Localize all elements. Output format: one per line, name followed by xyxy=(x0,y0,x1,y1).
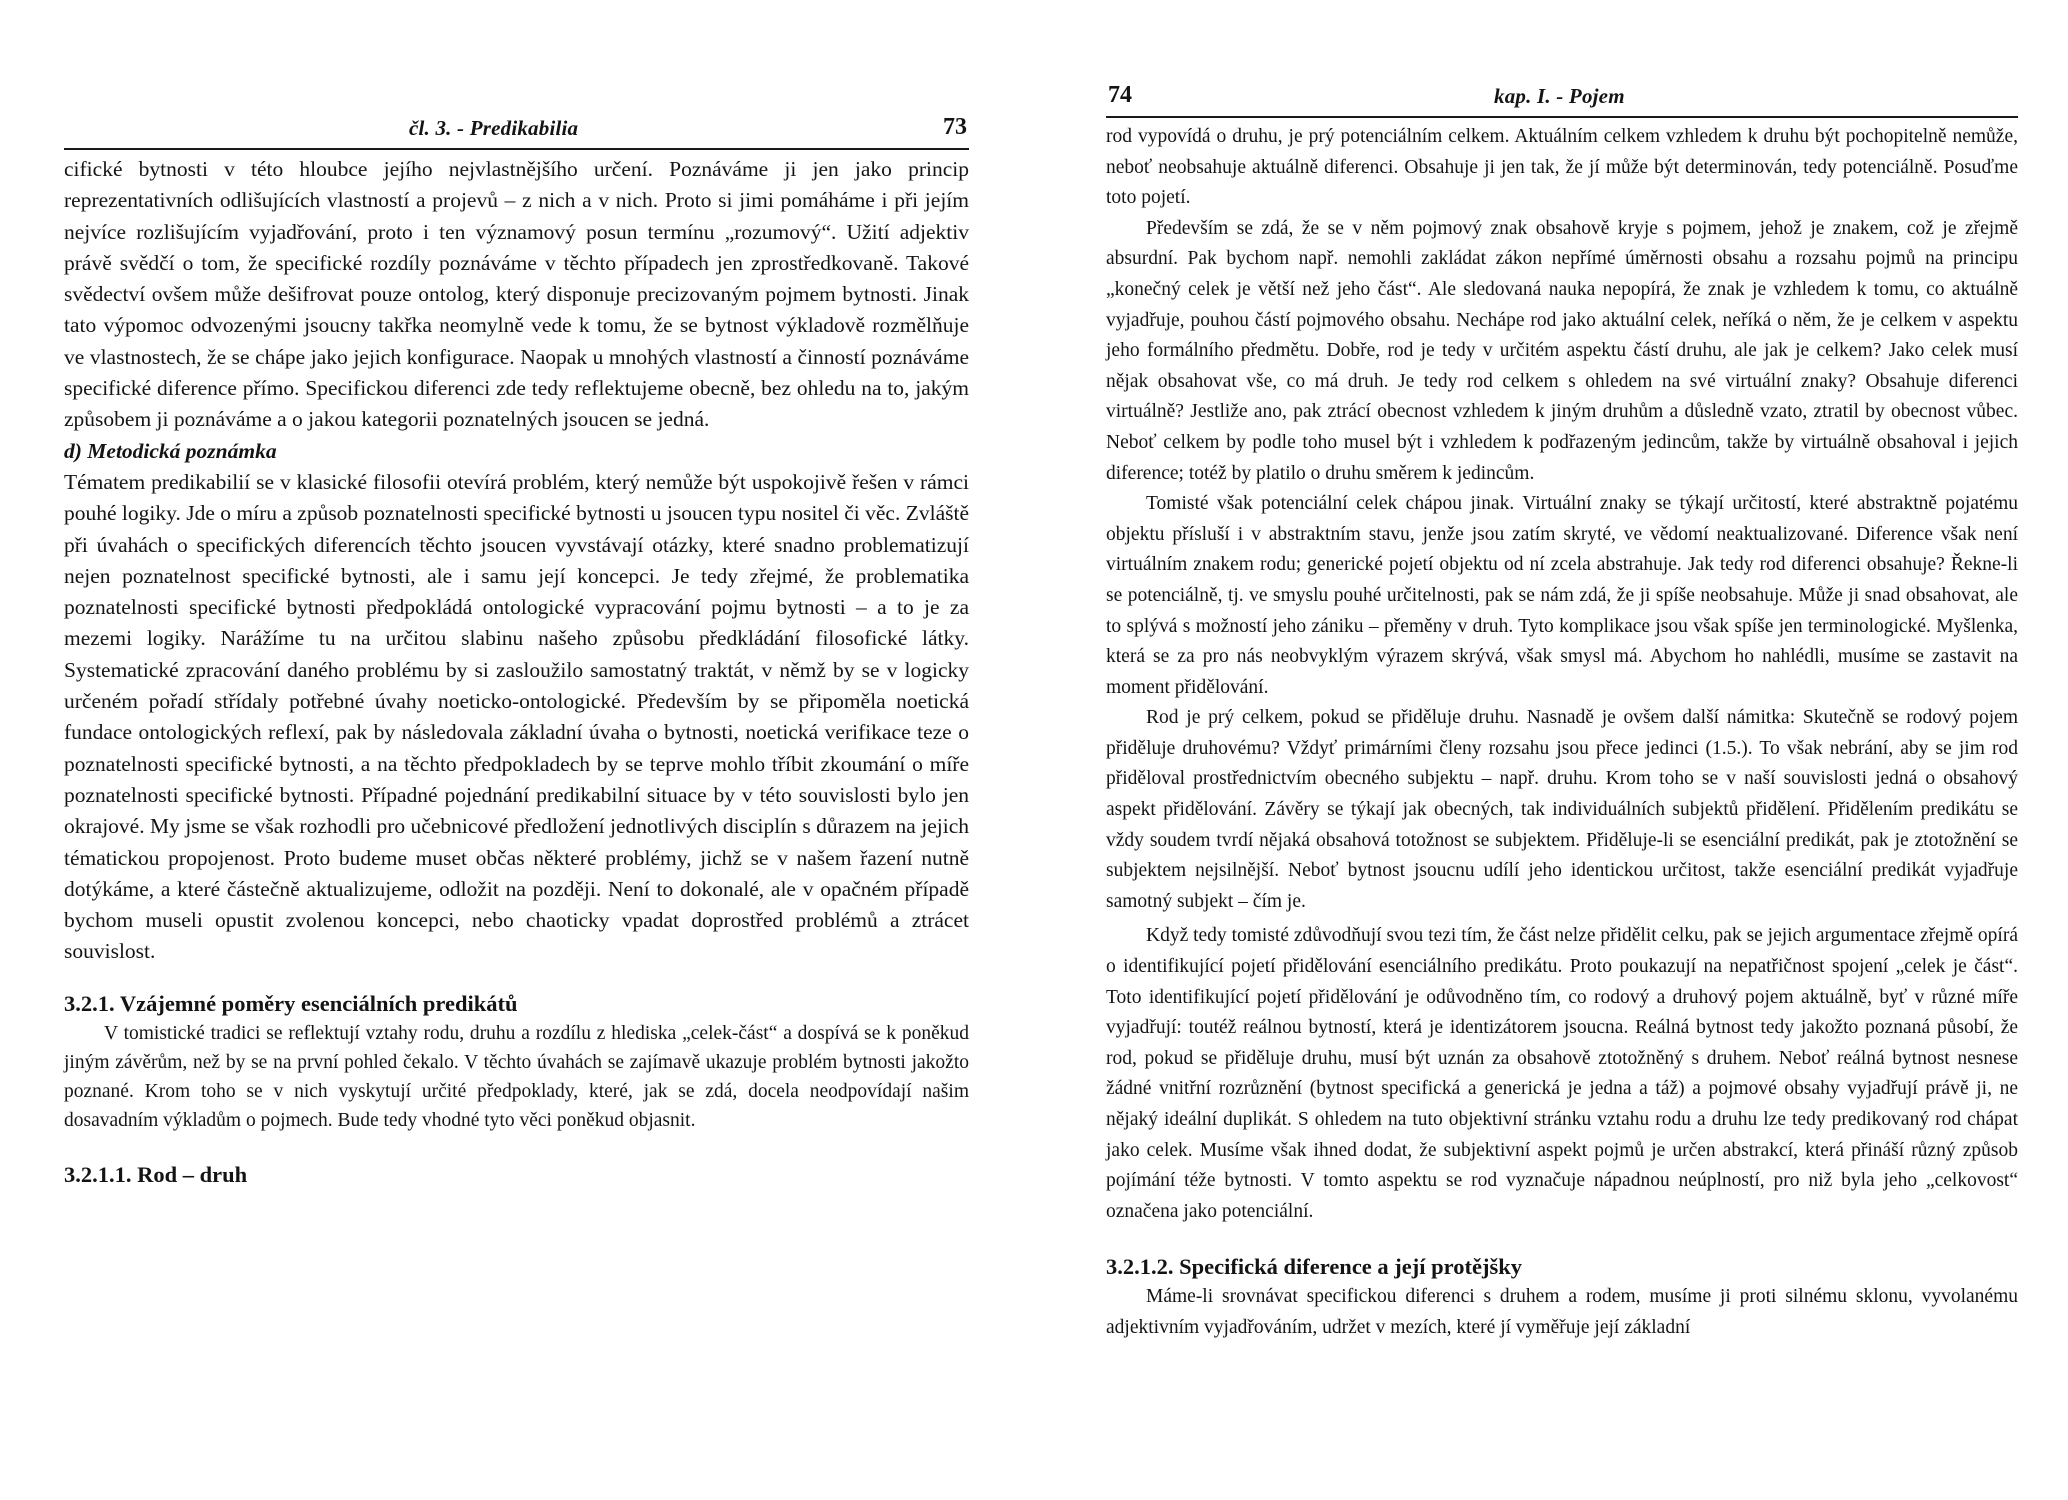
running-head-title: čl. 3. - Predikabilia xyxy=(409,116,579,140)
right-page-body xyxy=(1106,122,2018,1344)
paragraph: Rod je prý celkem, pokud se přiděluje druhu. Nasnadě je ovšem další námitka: Skutečně se rodový pojem přiděluje druhovému? Vždyť primárními členy rozsahu jsou přece jedinci (1.5.). To však nebrání, aby se jim rod přiděloval prostřednictvím obecného subjektu – např. druhu. Krom toho se v naší souvislosti jedná o obsahový aspekt přidělování. Závěry se týkají jak obecných, tak individuálních subjektů přidělení. Přidělením predikátu se vždy soudem tvrdí nějaká obsahová totožnost se subjektem. Přiděluje-li se esenciální predikát, pak je ztotožnění se subjektem nejsilnější. Neboť bytnost jsoucnu udílí jeho identickou určitost, takže esenciální predikát vyjadřuje samotný subjekt – čím je. xyxy=(1106,707,2018,912)
paragraph: V tomistické tradici se reflektují vztahy rodu, druhu a rozdílu z hlediska „celek-část“ a dospívá se k poněkud jiným závěrům, než by se na první pohled čekalo. V těchto úvahách se zajímavě ukazuje problém bytnosti jakožto poznané. Krom toho se v nich vyskytují určité předpoklady, které, jak se zdá, docela neodpovídají našim dosavadním výkladům o pojmech. Bude tedy vhodné tyto věci poněkud objasnit. xyxy=(64,1022,969,1131)
right-page xyxy=(1106,0,2018,1344)
paragraph: Především se zdá, že se v něm pojmový znak obsahově kryje s pojmem, jehož je znakem, což je zřejmě absurdní. Pak bychom např. nemohli zakládat zákon nepřímé úměrnosti obsahu a rozsahu pojmů na principu „konečný celek je větší než jeho část“. Ale sledovaná nauka nepopírá, že znak je vzhledem k tomu, co aktuálně vyjadřuje, pouhou částí pojmového obsahu. Nechápe rod jako aktuální celek, neříká o něm, že je celkem v aspektu jeho formálního předmětu. Dobře, rod je tedy v určitém aspektu částí druhu, ale jak je celkem? Jako celek musí nějak obsahovat vše, co má druh. Je tedy rod celkem s ohledem na své virtuální znaky? Obsahuje diferenci virtuálně? Jestliže ano, pak ztrácí obecnost vzhledem k jiným druhům a důsledně vzato, ztratil by obecnost vůbec. Neboť celkem by podle toho musel být i vzhledem k podřazeným jedincům, takže by virtuálně obsahoval i jejich diference; totéž by platilo o druhu směrem k jedincům. xyxy=(1106,217,2018,484)
paragraph: Tématem predikabilií se v klasické filosofii otevírá problém, který nemůže být uspokojivě řešen v rámci pouhé logiky. Jde o míru a způsob poznatelnosti specifické bytnosti u jsoucen typu nositel či věc. Zvláště při úvahách o specifických diferencích těchto jsoucen vyvstávají otázky, které snadno problematizují nejen poznatelnost specifické bytnosti, ale i samu její koncepci. Je tedy zřejmé, že problematika poznatelnosti specifické bytnosti předpokládá ontologické vypracování pojmu bytnosti – a to je za mezemi logiky. Narážíme tu na určitou slabinu našeho způsobu předkládání filosofické látky. Systematické zpracování daného problému by si zasloužilo samostatný traktát, v němž by se v logicky určeném pořadí střídaly potřebné úvahy noeticko-ontologické. Především by se připoměla noetická fundace ontologických reflexí, pak by následovala základní úvaha o bytnosti, noetická verifikace teze o poznatelnosti specifické bytnosti, a na těchto předpokladech by se teprve mohlo tříbit zkoumání o míře poznatelnosti specifické bytnosti. Případné pojednání predikabilní situace by v této souvislosti bylo jen okrajové. My jsme se však rozhodli pro učebnicové předložení jednotlivých disciplín s důrazem na jejich tématickou propojenost. Proto budeme muset občas některé problémy, jichž se v našem řazení nutně dotýkáme, a které částečně aktualizujeme, odložit na později. Není to dokonalé, ale v opačném případě bychom museli opustit zvolenou koncepci, nebo chaoticky vpadat doprostřed problémů a ztrácet souvislost. xyxy=(64,469,969,964)
paragraph: Tomisté však potenciální celek chápou jinak. Virtuální znaky se týkají určitostí, které abstraktně pojatému objektu přísluší i v abstraktním stavu, jenže jsou zatím skryté, ve vědomí neaktualizované. Diference však není virtuálním znakem rodu; generické pojetí objektu od ní zcela abstrahuje. Jak tedy rod diferenci obsahuje? Řekne-li se potenciálně, tj. ve smyslu pouhé určitelnosti, pak se nám zdá, že ji spíše neobsahuje. Může ji snad obsahovat, ale to splývá s možností jeho zániku – přeměny v druh. Tyto komplikace jsou však spíše jen terminologické. Myšlenka, která se za pro nás neobvyklým výrazem skrývá, však smysl má. Abychom ho nahlédli, musíme se zastavit na moment přidělování. xyxy=(1106,493,2018,698)
paragraph: Když tedy tomisté zdůvodňují svou tezi tím, že část nelze přidělit celku, pak se jejich argumentace zřejmě opírá o identifikující pojetí přidělování esenciálního predikátu. Proto poukazují na nepatřičnost spojení „celek je část“. Toto identifikující pojetí přidělování je odůvodněno tím, co rodový a druhový pojem aktuálně, byť v různé míře vyjadřují: toutéž reálnou bytností, která je identizátorem jsoucna. Reálná bytnost tedy jakožto poznaná působí, že rod, pokud se přiděluje druhu, musí být uznán za obsahově ztotožněný s druhem. Neboť reálná bytnost nesnese žádné vnitřní rozrůznění (bytnost specifická a generická je jedna a táž) a pojmové obsahy vyjadřují právě ji, ne nějaký ideální duplikát. S ohledem na tuto objektivní stránku vztahu rodu a druhu lze tedy predikovaný rod chápat jako celek. Musíme však ihned dodat, že subjektivní aspekt pojmů je určen abstrakcí, která přináší různý způsob pojímání téže bytnosti. V tomto aspektu se rod vyznačuje nápadnou neúplností, pro niž byla jeho „celkovost“ označena jako potenciální. xyxy=(1106,925,2018,1222)
paragraph: cifické bytnosti v této hloubce jejího nejvlastnějšího určení. Poznáváme ji jen jako princip reprezentativních odlišujících vlastností a projevů – z nich a v nich. Proto si jimi pomáháme i při jejím nejvíce rozlišujícím vyjadřování, proto i ten významový posun termínu „rozumový“. Užití adjektiv právě svědčí o tom, že specifické rozdíly poznáváme v těchto případech jen zprostředkovaně. Takové svědectví ovšem může dešifrovat pouze ontolog, který disponuje precizovaným pojmem bytnosti. Jinak tato výpomoc odvozenými jsoucny takřka neomylně vede k tomu, že se bytnost výkladově rozmělňuje ve vlastnostech, že se chápe jako jejich konfigurace. Naopak u mnohých vlastností a činností poznáváme specifické diference přímo. Specifickou diferenci zde tedy reflektujeme obecně, bez ohledu na to, jakým způsobem ji poznáváme a o jakou kategorii poznatelných jsoucen se jedná. xyxy=(64,157,969,432)
section-heading: 3.2.1.2. Specifická diference a její protějšky xyxy=(1106,1254,1522,1280)
page-number: 74 xyxy=(1108,82,1132,108)
paragraph: rod vypovídá o druhu, je prý potenciálním celkem. Aktuálním celkem vzhledem k druhu být pochopitelně nemůže, neboť neobsahuje aktuálně diferenci. Obsahuje ji jen tak, že jí může být determinován, tedy potenciálně. Posuďme toto pojetí. xyxy=(1106,126,2018,209)
paragraph: Máme-li srovnávat specifickou diferenci s druhem a rodem, musíme ji proti silnému sklonu, vyvolanému adjektivním vyjadřováním, udržet v mezích, které jí vyměřuje její základní xyxy=(1106,1286,2018,1338)
page-number: 73 xyxy=(943,114,967,140)
running-head-right xyxy=(1106,80,2018,118)
section-heading: 3.2.1.1. Rod – druh xyxy=(64,1161,248,1187)
left-page-body xyxy=(64,154,969,1190)
section-heading: 3.2.1. Vzájemné poměry esenciálních predikátů xyxy=(64,990,518,1016)
left-page xyxy=(64,0,969,1190)
subheading: d) Metodická poznámka xyxy=(64,438,277,463)
running-head-left xyxy=(64,112,969,150)
running-head-title: kap. I. - Pojem xyxy=(1494,84,1625,108)
